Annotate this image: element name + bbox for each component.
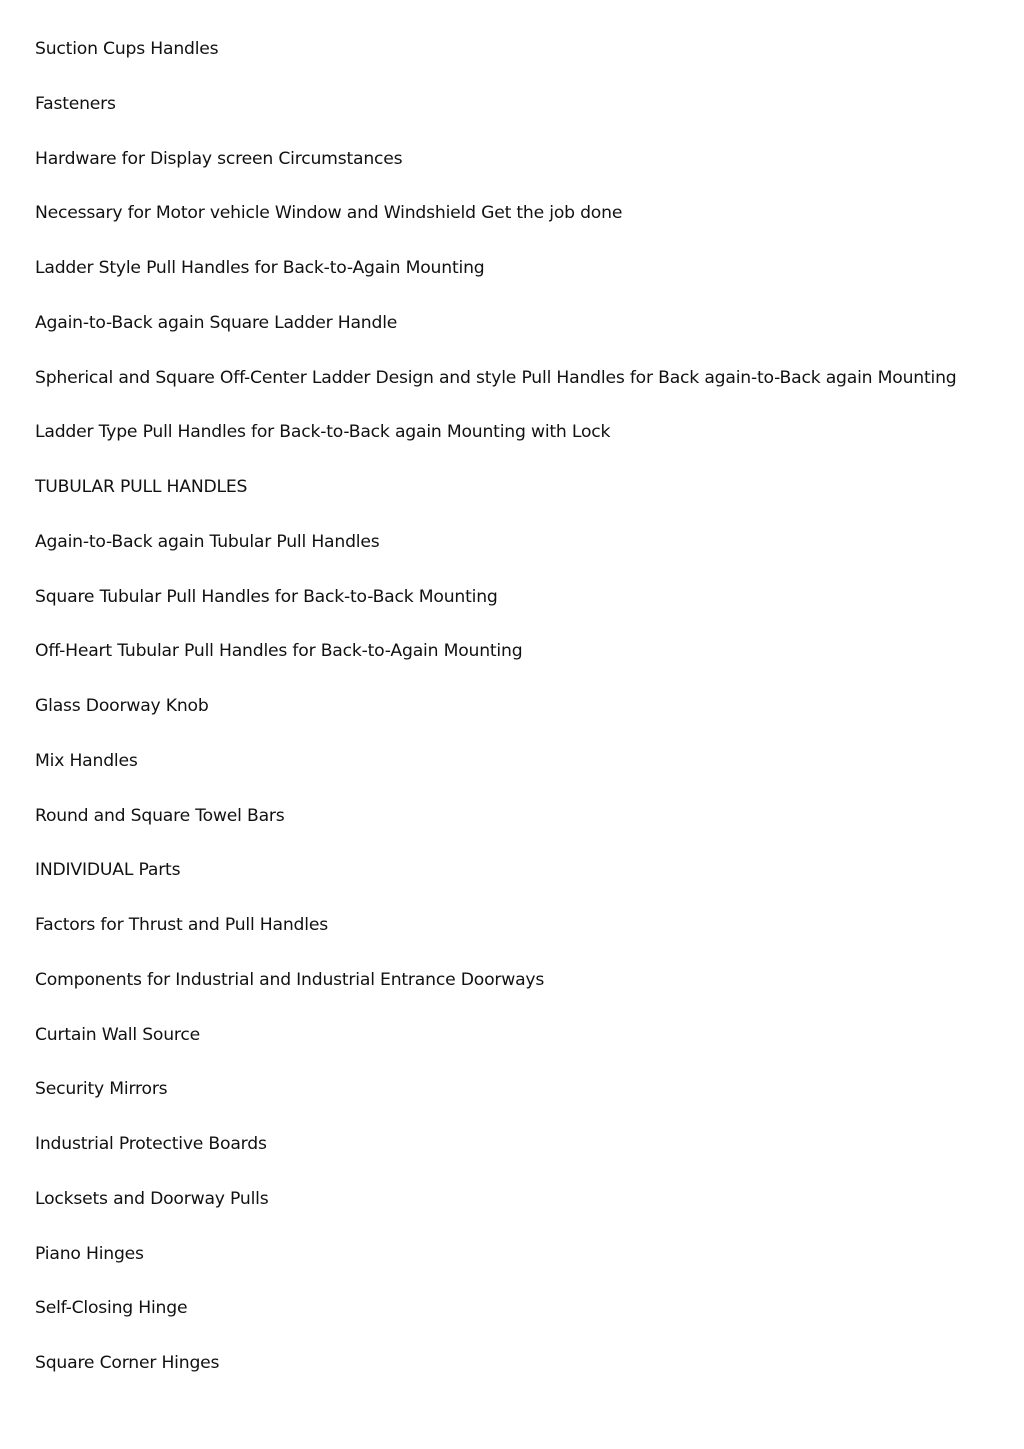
- list-item: Square Corner Hinges: [35, 1353, 220, 1373]
- list-item: TUBULAR PULL HANDLES: [35, 477, 248, 497]
- list-item: INDIVIDUAL Parts: [35, 860, 181, 881]
- list-item: Suction Cups Handles: [35, 39, 219, 59]
- list-item: Fasteners: [35, 93, 116, 114]
- list-item: Again-to-Back again Square Ladder Handle: [35, 312, 398, 333]
- list-item: Round and Square Towel Bars: [35, 805, 285, 826]
- list-item: Locksets and Doorway Pulls: [35, 1188, 269, 1209]
- list-item: Spherical and Square Off-Center Ladder Design and style Pull Handles for Back again-to-Back again Mounting: [35, 367, 957, 388]
- list-item: Self-Closing Hinge: [35, 1298, 188, 1319]
- list-item: Factors for Thrust and Pull Handles: [35, 915, 328, 935]
- list-item: Piano Hinges: [35, 1243, 144, 1264]
- product-category-list: [35, 36, 956, 1405]
- list-item: Industrial Protective Boards: [35, 1134, 267, 1154]
- list-item: Glass Doorway Knob: [35, 696, 209, 716]
- list-item: Necessary for Motor vehicle Window and Windshield Get the job done: [35, 203, 623, 224]
- list-item: Off-Heart Tubular Pull Handles for Back-to-Again Mounting: [35, 641, 523, 662]
- list-item: Components for Industrial and Industrial Entrance Doorways: [35, 969, 545, 990]
- list-item: Ladder Style Pull Handles for Back-to-Again Mounting: [35, 258, 485, 278]
- list-item: Square Tubular Pull Handles for Back-to-Back Mounting: [35, 586, 498, 607]
- list-item: Ladder Type Pull Handles for Back-to-Back again Mounting with Lock: [35, 422, 611, 443]
- list-item: Hardware for Display screen Circumstances: [35, 148, 403, 169]
- list-item: Mix Handles: [35, 750, 138, 771]
- list-item: Curtain Wall Source: [35, 1024, 201, 1045]
- list-item: Security Mirrors: [35, 1079, 168, 1100]
- list-item: Again-to-Back again Tubular Pull Handles: [35, 531, 380, 552]
